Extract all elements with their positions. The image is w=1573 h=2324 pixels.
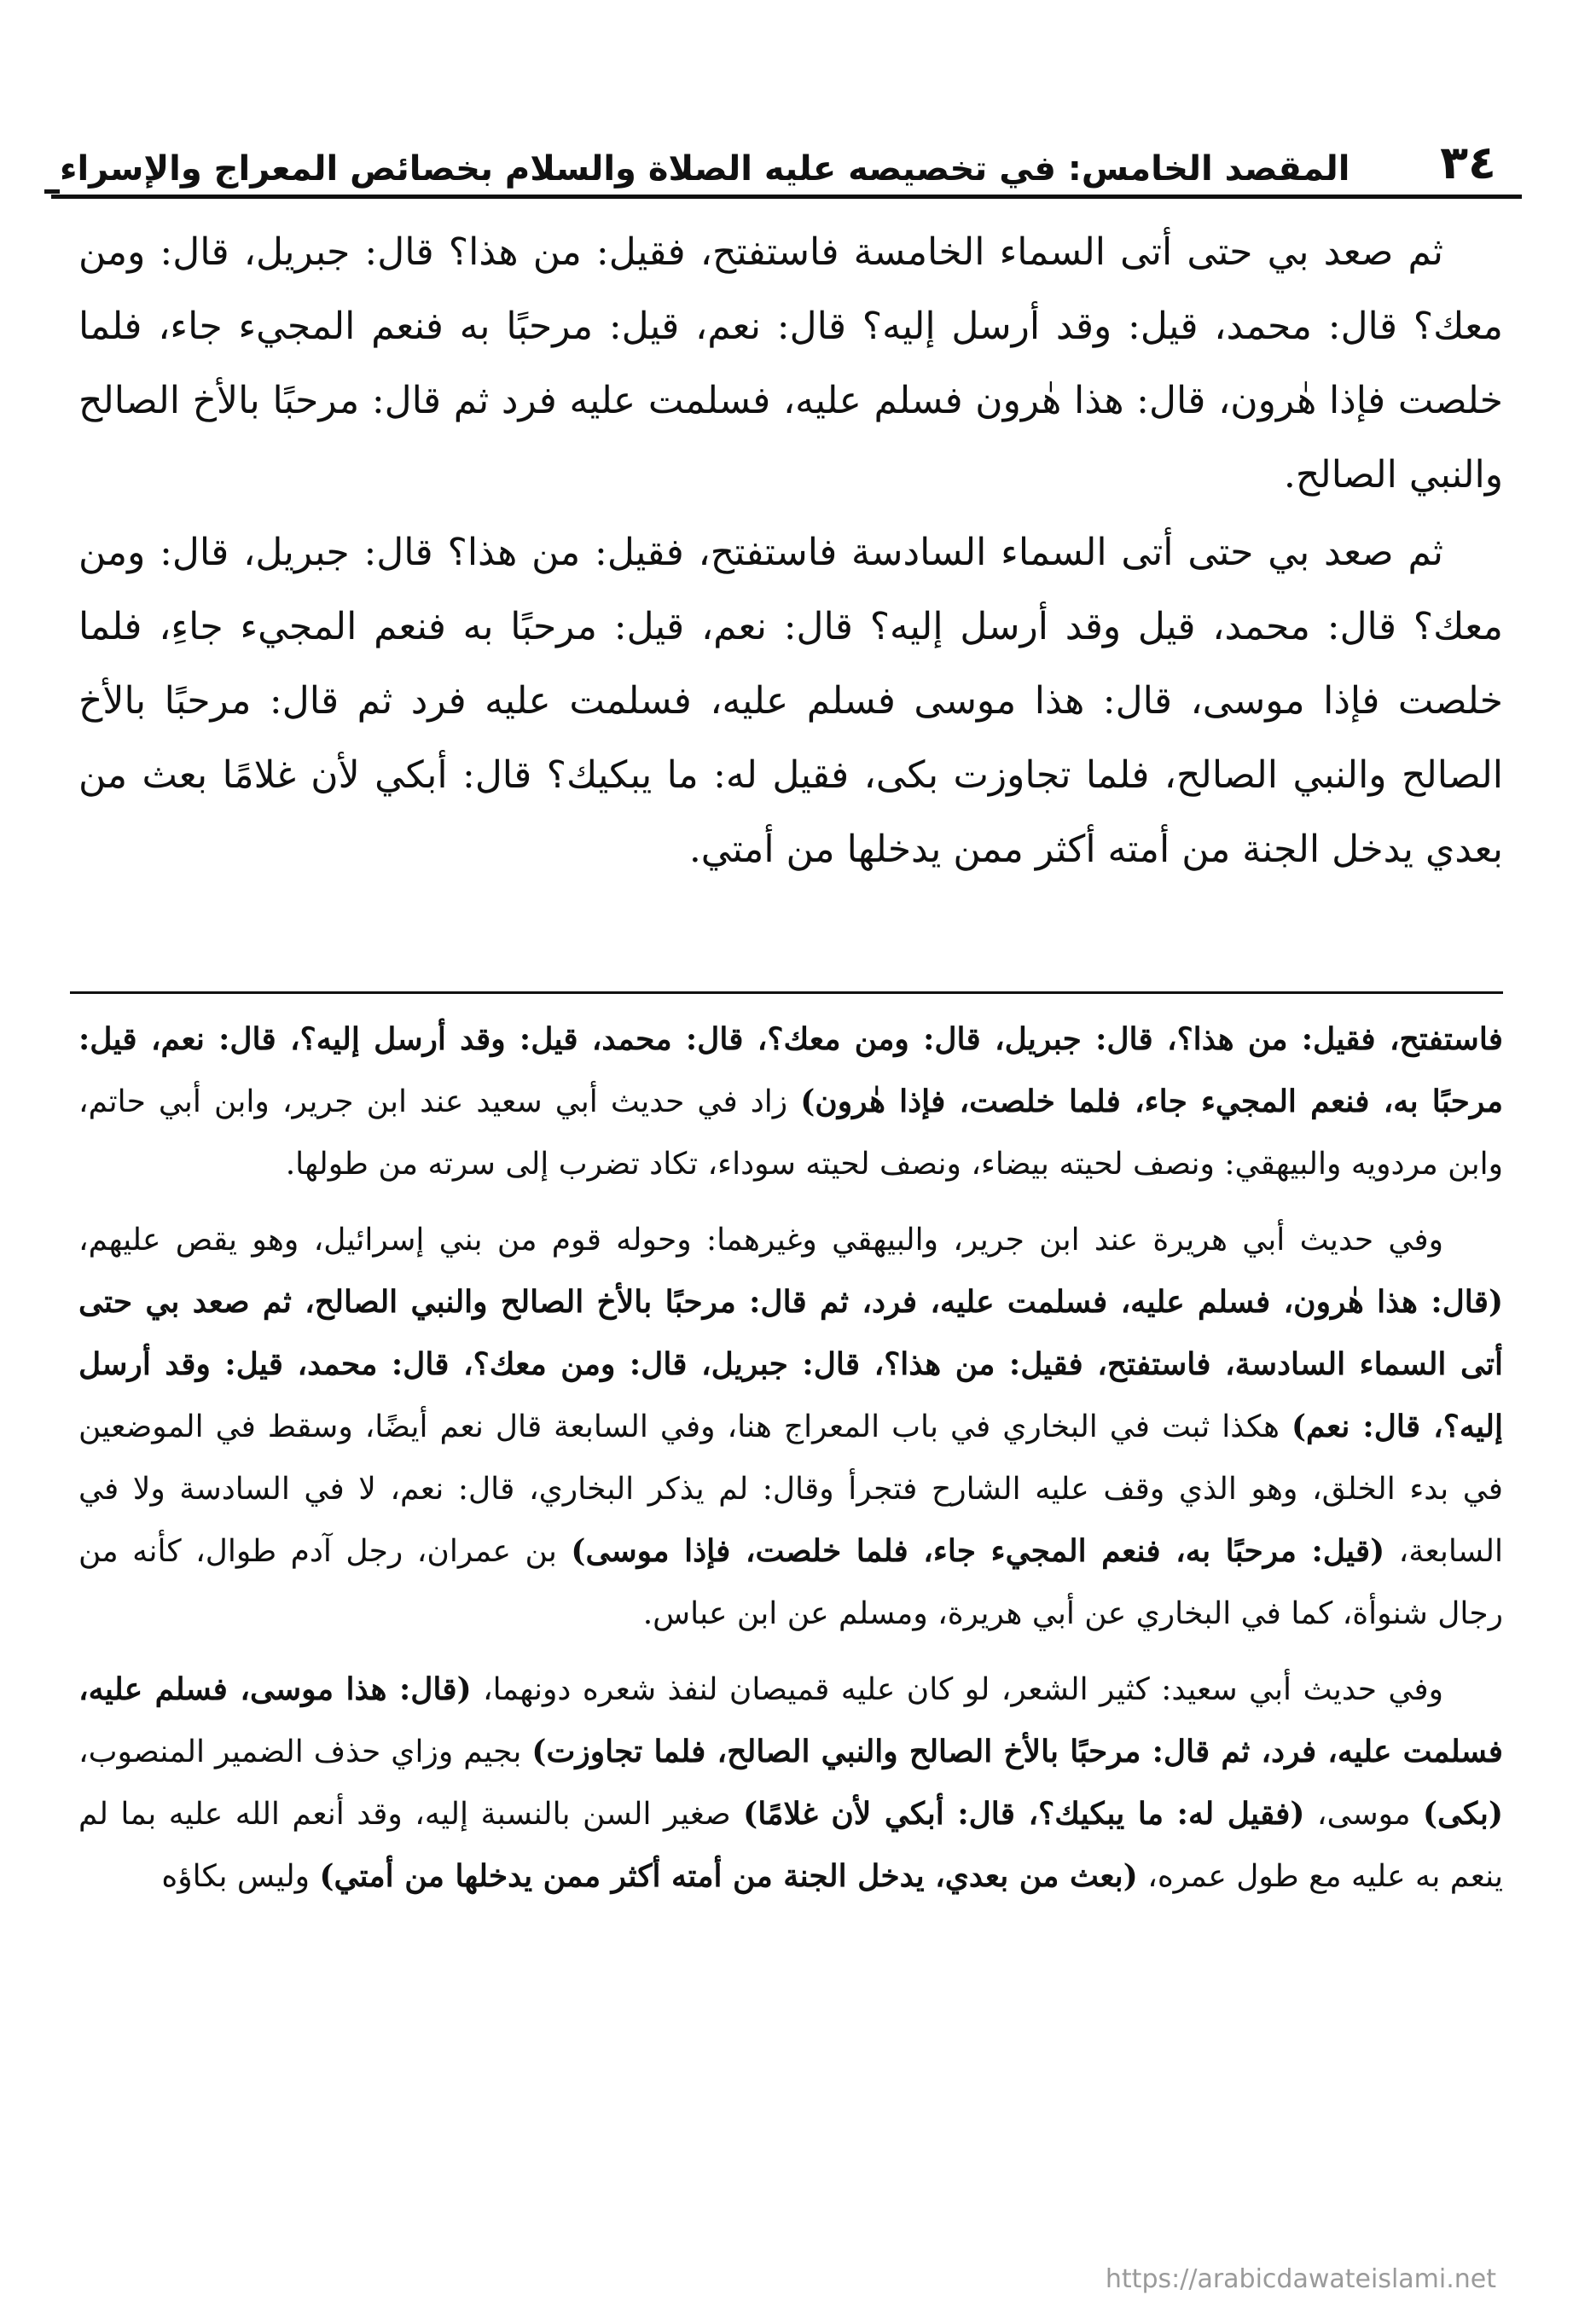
commentary-text: وفي حديث أبي هريرة عند ابن جرير، والبيهقي وغيرهما: وحوله قوم من بني إسرائيل، وهو يقص عليهم، [78,1223,1443,1258]
commentary-text: بن عمران، رجل آدم طوال، كأنه من رجال شنوأة، كما في البخاري عن أبي هريرة، ومسلم عن ابن عباس. [78,1534,1503,1631]
main-text [78,215,1503,888]
running-title: المقصد الخامس: في تخصيصه عليه الصلاة والسلام بخصائص المعراج والإسراء [60,149,1350,189]
quoted-text: (بعث من بعدي، يدخل الجنة من أمته أكثر ممن يدخلها من أمتي) [319,1858,1138,1894]
commentary-text: صغير السن بالنسبة إليه، وقد أنعم الله عليه بما لم ينعم به عليه مع طول عمره، [78,1797,1503,1894]
main-paragraph-1: ثم صعد بي حتى أتى السماء الخامسة فاستفتح، فقيل: من هذا؟ قال: جبريل، قال: ومن معك؟ قال: محمد، قيل: وقد أرسل إليه؟ قال: نعم، قيل: مرحبًا به فنعم المجيء جاء، فلما خلصت فإذا هٰرون، قال: هذا هٰرون فسلم عليه، فسلمت عليه فرد ثم قال: مرحبًا بالأخ الصالح والنبي الصالح. [78,230,1503,497]
commentary-text: زاد في حديث أبي سعيد عند ابن جرير، وابن أبي حاتم، وابن مردويه والبيهقي: ونصف لحيته بيضاء، ونصف لحيته سوداء، تكاد تضرب إلى سرته من طولها. [78,1084,1503,1182]
commentary-paragraph-1 [78,1008,1503,1195]
commentary-text: هكذا ثبت في البخاري في باب المعراج هنا، وفي السابعة قال نعم أيضًا، وسقط في الموضعين في بدء الخلق، وهو الذي وقف عليه الشارح فتجرأ وقال: لم يذكر البخاري، قال: نعم، لا في السادسة ولا في السابعة، [78,1409,1503,1569]
quoted-text: (بكى) [1423,1796,1503,1832]
page-header [51,101,1522,189]
watermark-url: https://arabicdawateislami.net [1105,2264,1496,2294]
commentary-paragraph-3 [78,1659,1503,1908]
quoted-text: فاستفتح، فقيل: من هذا؟، قال: جبريل، قال: ومن معك؟، قال: محمد، قيل: وقد أرسل إليه؟، قال: نعم، قيل: مرحبًا به، فنعم المجيء جاء، فلما خلصت، فإذا هٰرون) [78,1021,1503,1119]
page-number: ٣٤ [1440,136,1496,189]
quoted-text: (قال: هذا هٰرون، فسلم عليه، فسلمت عليه، فرد، ثم قال: مرحبًا بالأخ الصالح والنبي الصالح، ثم صعد بي حتى أتى السماء السادسة، فاستفتح، فقيل: من هذا؟، قال: جبريل، قال: ومن معك؟، قال: محمد، قيل: وقد أرسل إليه؟، قال: نعم) [78,1284,1503,1444]
header-rule [51,195,1522,199]
commentary-text: وفي حديث أبي سعيد: كثير الشعر، لو كان عليه قميصان لنفذ شعره دونهما، [471,1672,1443,1707]
main-paragraph-2: ثم صعد بي حتى أتى السماء السادسة فاستفتح، فقيل: من هذا؟ قال: جبريل، قال: ومن معك؟ قال: محمد، قيل وقد أرسل إليه؟ قال: نعم، قيل: مرحبًا به فنعم المجيء جاءِ، فلما خلصت فإذا موسى، قال: هذا موسى فسلم عليه، فسلمت عليه فرد ثم قال: مرحبًا بالأخ الصالح والنبي الصالح، فلما تجاوزت بكى، فقيل له: ما يبكيك؟ قال: أبكي لأن غلامًا بعث من بعدي يدخل الجنة من أمته أكثر ممن يدخلها من أمتي. [78,531,1504,871]
header-rule-mark [44,189,60,194]
section-divider [70,991,1503,994]
commentary-text: بجيم وزاي حذف الضمير المنصوب، [78,1734,532,1769]
commentary [78,1008,1503,1921]
quoted-text: (قال: هذا موسى، فسلم عليه، فسلمت عليه، فرد، ثم قال: مرحبًا بالأخ الصالح والنبي الصالح، فلما تجاوزت) [78,1671,1504,1769]
commentary-paragraph-2 [78,1209,1503,1645]
commentary-text: وليس بكاؤه [161,1859,320,1894]
quoted-text: (فقيل له: ما يبكيك؟، قال: أبكي لأن غلامًا) [743,1796,1305,1832]
quoted-text: (قيل: مرحبًا به، فنعم المجيء جاء، فلما خلصت، فإذا موسى) [571,1533,1385,1569]
commentary-text: موسى، [1304,1797,1424,1832]
